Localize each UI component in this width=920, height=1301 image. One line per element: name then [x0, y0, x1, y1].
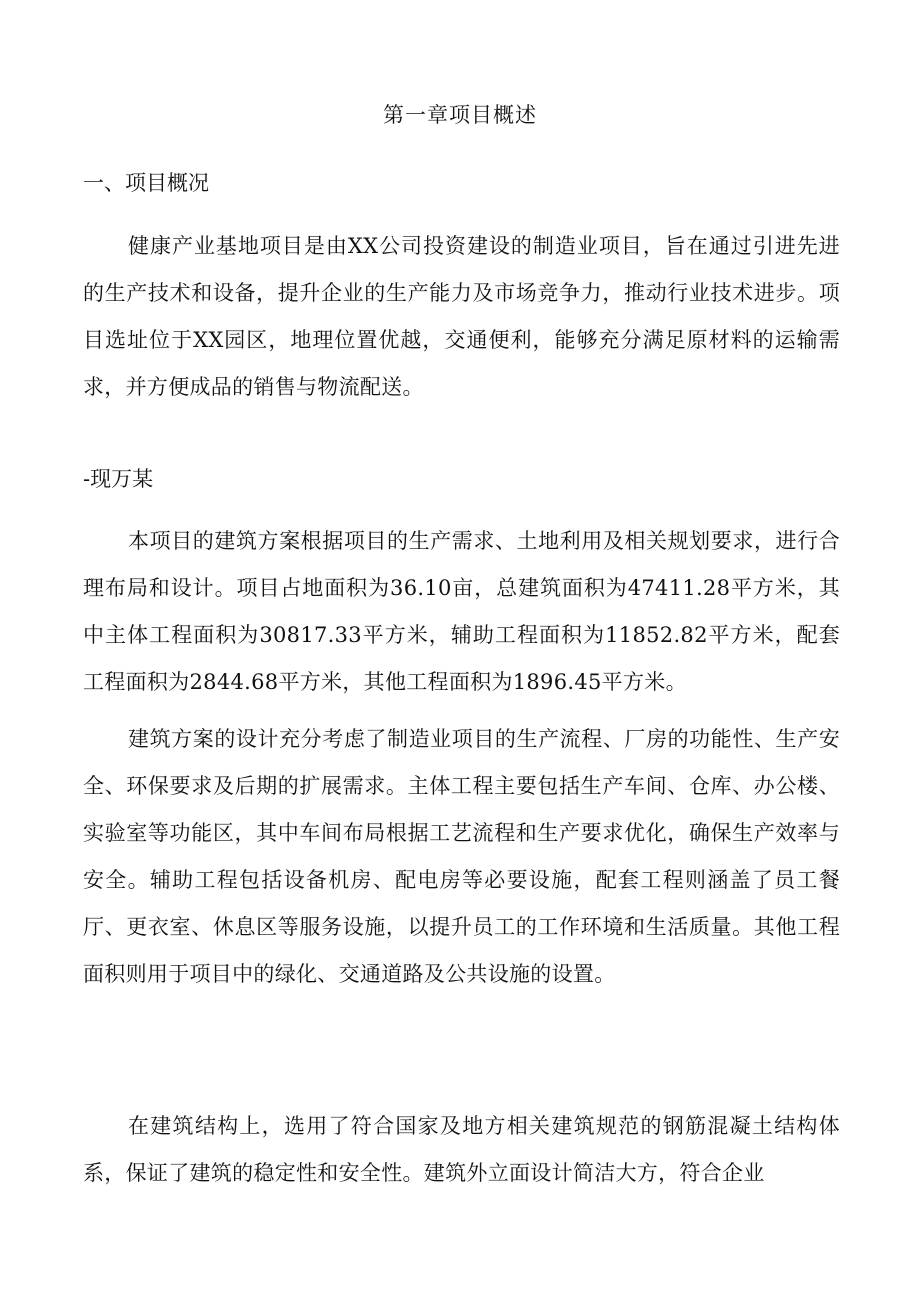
- section-heading-overview: 一、项目概况: [83, 171, 209, 195]
- chapter-title: 第一章项目概述: [383, 103, 537, 127]
- paragraph-design-considerations: 建筑方案的设计充分考虑了制造业项目的生产流程、厂房的功能性、生产安全、环保要求及后期的扩展需求。主体工程主要包括生产车间、仓库、办公楼、实验室等功能区，其中车间布局根据工艺流程和生产要求优化，确保生产效率与安全。辅助工程包括设备机房、配电房等必要设施，配套工程则涵盖了员工餐厅、更衣室、休息区等服务设施，以提升员工的工作环境和生活质量。其他工程面积则用于项目中的绿化、交通道路及公共设施的设置。: [83, 727, 840, 986]
- paragraph-project-overview: 健康产业基地项目是由XX公司投资建设的制造业项目，旨在通过引进先进的生产技术和设备，提升企业的生产能力及市场竞争力，推动行业技术进步。项目选址位于XX园区，地理位置优越，交通便利，能够充分满足原材料的运输需求，并方便成品的销售与物流配送。: [83, 234, 840, 399]
- paragraph-building-plan: 本项目的建筑方案根据项目的生产需求、土地利用及相关规划要求，进行合理布局和设计。项目占地面积为36.10亩，总建筑面积为47411.28平方米，其中主体工程面积为30817.33平方米，辅助工程面积为11852.82平方米，配套工程面积为2844.68平方米，其他工程面积为1896.45平方米。: [83, 529, 840, 694]
- paragraph-structure: 在建筑结构上，选用了符合国家及地方相关建筑规范的钢筋混凝土结构体系，保证了建筑的稳定性和安全性。建筑外立面设计简洁大方，符合企业: [83, 1114, 840, 1185]
- section-heading-2: -现万某: [83, 467, 154, 491]
